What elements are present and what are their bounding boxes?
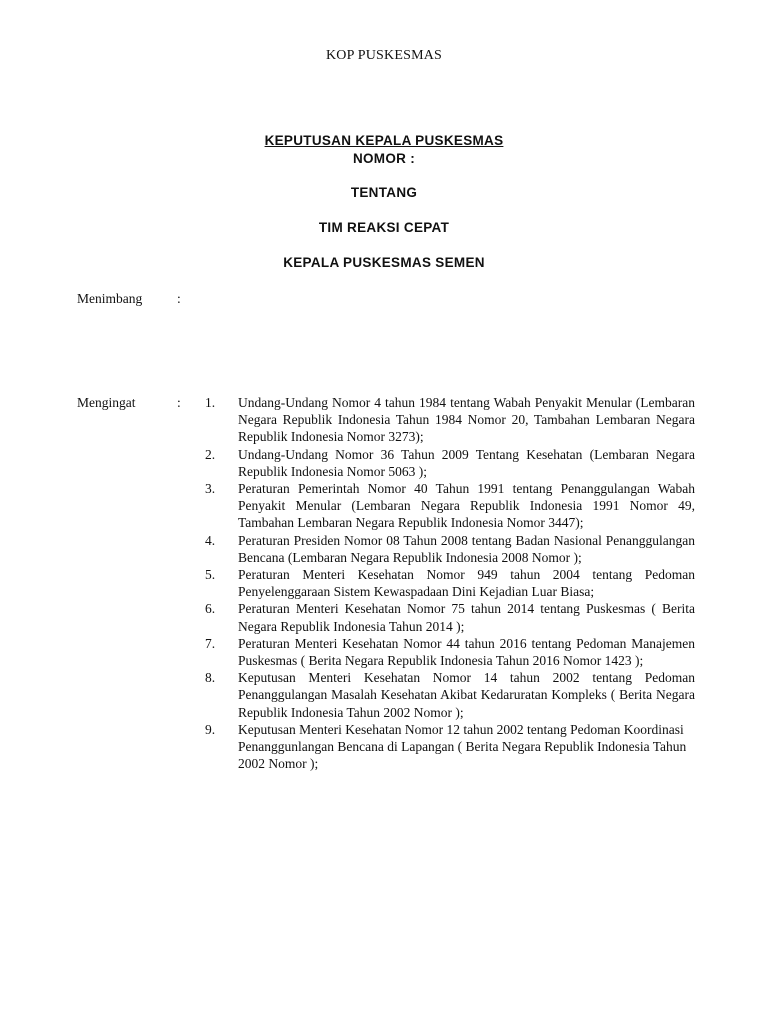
- list-item-text: Undang-Undang Nomor 36 Tahun 2009 Tentang Kesehatan (Lembaran Negara Republik Indonesia Nomor 5063 );: [238, 446, 695, 479]
- list-item: [205, 446, 695, 480]
- list-item: [205, 600, 695, 634]
- list-item-number: 6.: [205, 601, 216, 617]
- list-item-text: Keputusan Menteri Kesehatan Nomor 14 tahun 2002 tentang Pedoman Penanggulangan Masalah Kesehatan Akibat Kedaruratan Kompleks ( Berita Negara Republik Indonesia Tahun 2002 Nomor );: [238, 670, 695, 720]
- list-item-number: 1.: [205, 395, 216, 410]
- list-item-number: 7.: [205, 635, 216, 651]
- mengingat-label: Mengingat: [77, 395, 136, 410]
- list-item-number: 4.: [205, 532, 216, 548]
- list-item-text: Peraturan Presiden Nomor 08 Tahun 2008 tentang Badan Nasional Penanggulangan Bencana (Lembaran Negara Republik Indonesia 2008 Nomor );: [238, 532, 695, 565]
- list-item-number: 2.: [205, 446, 216, 462]
- decree-number: NOMOR :: [352, 151, 416, 166]
- list-item-number: 9.: [205, 721, 216, 737]
- mengingat-colon: :: [177, 395, 181, 410]
- menimbang-colon: :: [177, 291, 181, 306]
- list-item: [205, 635, 695, 669]
- list-item-text: Peraturan Menteri Kesehatan Nomor 44 tahun 2016 tentang Pedoman Manajemen Puskesmas ( Berita Negara Republik Indonesia Tahun 2016 Nomor 1423 );: [238, 635, 695, 669]
- decree-tentang: TENTANG: [350, 185, 418, 200]
- mengingat-list: [205, 394, 695, 772]
- list-item-number: 8.: [205, 670, 216, 686]
- decree-title: KEPUTUSAN KEPALA PUSKESMAS: [264, 133, 504, 148]
- list-item: [205, 566, 695, 600]
- decree-subject: TIM REAKSI CEPAT: [318, 220, 450, 235]
- list-item-text: Peraturan Menteri Kesehatan Nomor 949 tahun 2004 tentang Pedoman Penyelenggaraan Sistem Kewaspadaan Dini Kejadian Luar Biasa;: [238, 567, 695, 600]
- list-item: [205, 394, 695, 446]
- list-item: [205, 480, 695, 532]
- list-item-number: 3.: [205, 481, 216, 497]
- list-item: [205, 721, 695, 773]
- list-item-text: Undang-Undang Nomor 4 tahun 1984 tentang Wabah Penyakit Menular (Lembaran Negara Republik Indonesia Tahun 1984 Nomor 20, Tambahan Lembaran Negara Republik Indonesia Nomor 3273);: [238, 395, 695, 445]
- list-item-text: Peraturan Pemerintah Nomor 40 Tahun 1991 tentang Penanggulangan Wabah Penyakit Menular (Lembaran Negara Republik Indonesia 1991 Nomor 49, Tambahan Lembaran Negara Republik Indonesia Nomor 3447);: [238, 481, 695, 531]
- list-item: [205, 532, 695, 566]
- menimbang-label: Menimbang: [77, 291, 143, 306]
- list-item-number: 5.: [205, 567, 216, 583]
- list-item: [205, 669, 695, 721]
- list-item-text: Peraturan Menteri Kesehatan Nomor 75 tahun 2014 tentang Puskesmas ( Berita Negara Republik Indonesia Tahun 2014 );: [238, 601, 695, 634]
- decree-signer: KEPALA PUSKESMAS SEMEN: [283, 255, 485, 270]
- letterhead-placeholder: KOP PUSKESMAS: [325, 48, 443, 63]
- list-item-text: Keputusan Menteri Kesehatan Nomor 12 tahun 2002 tentang Pedoman Koordinasi Penanggunlangan Bencana di Lapangan ( Berita Negara Republik Indonesia Tahun 2002 Nomor );: [238, 721, 687, 772]
